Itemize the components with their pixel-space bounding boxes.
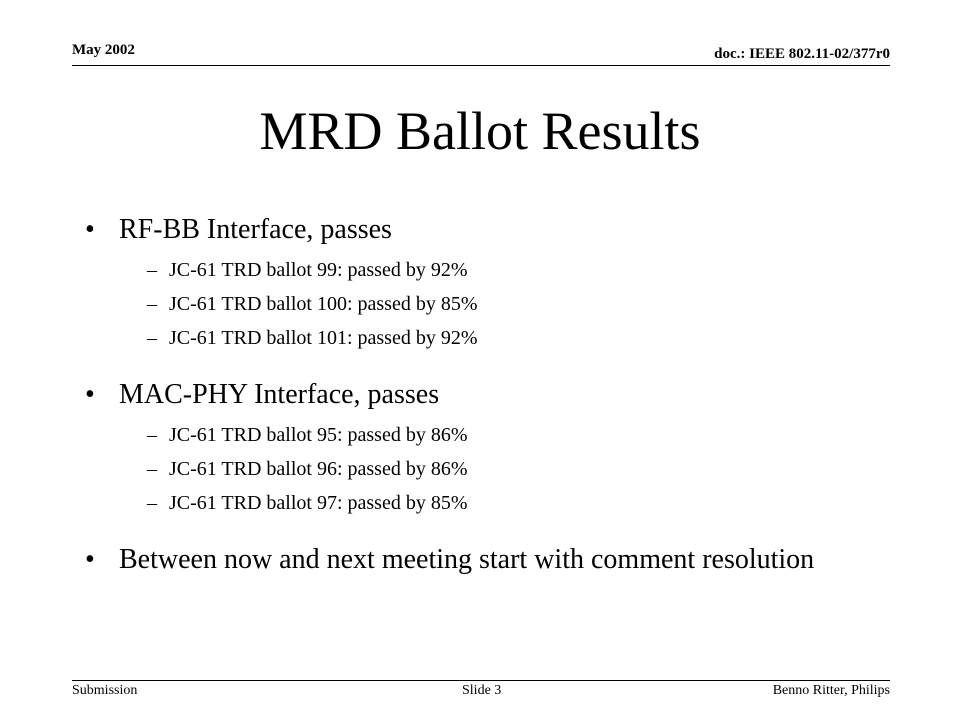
- bullet-group-rf-bb: [85, 212, 885, 355]
- bullet-item: [85, 212, 885, 248]
- sub-item: [85, 287, 885, 321]
- sub-item: [85, 253, 885, 287]
- bullet-icon: •: [85, 544, 95, 575]
- sub-item: [85, 321, 885, 355]
- bullet-group-mac-phy: [85, 377, 885, 520]
- header-divider: [72, 65, 890, 66]
- dash-icon: –: [147, 424, 157, 446]
- sub-item-text: JC-61 TRD ballot 99: passed by 92%: [169, 259, 468, 281]
- slide-body: [85, 212, 885, 578]
- sub-item-text: JC-61 TRD ballot 96: passed by 86%: [169, 458, 468, 480]
- header-date: May 2002: [72, 42, 135, 58]
- footer-submission: Submission: [72, 683, 138, 698]
- bullet-item: [85, 542, 885, 578]
- footer-divider: [72, 680, 890, 681]
- footer-slide-number: Slide 3: [462, 683, 502, 698]
- slide-title: MRD Ballot Results: [259, 101, 701, 161]
- sub-list: [85, 418, 885, 520]
- bullet-text: RF-BB Interface, passes: [119, 214, 392, 245]
- sub-list: [85, 253, 885, 355]
- dash-icon: –: [147, 458, 157, 480]
- sub-item-text: JC-61 TRD ballot 100: passed by 85%: [169, 293, 478, 315]
- bullet-item: [85, 377, 885, 413]
- bullet-group-comment-resolution: [85, 542, 885, 578]
- sub-item-text: JC-61 TRD ballot 101: passed by 92%: [169, 327, 478, 349]
- sub-item-text: JC-61 TRD ballot 97: passed by 85%: [169, 492, 468, 514]
- bullet-icon: •: [85, 379, 95, 410]
- bullet-icon: •: [85, 214, 95, 245]
- sub-item: [85, 452, 885, 486]
- sub-item: [85, 418, 885, 452]
- dash-icon: –: [147, 492, 157, 514]
- dash-icon: –: [147, 293, 157, 315]
- footer-author: Benno Ritter, Philips: [772, 683, 890, 698]
- bullet-text: Between now and next meeting start with comment resolution: [119, 544, 815, 575]
- sub-item: [85, 486, 885, 520]
- dash-icon: –: [147, 259, 157, 281]
- header-doc-id: doc.: IEEE 802.11-02/377r0: [714, 46, 890, 62]
- bullet-text: MAC-PHY Interface, passes: [119, 379, 440, 410]
- sub-item-text: JC-61 TRD ballot 95: passed by 86%: [169, 424, 468, 446]
- dash-icon: –: [147, 327, 157, 349]
